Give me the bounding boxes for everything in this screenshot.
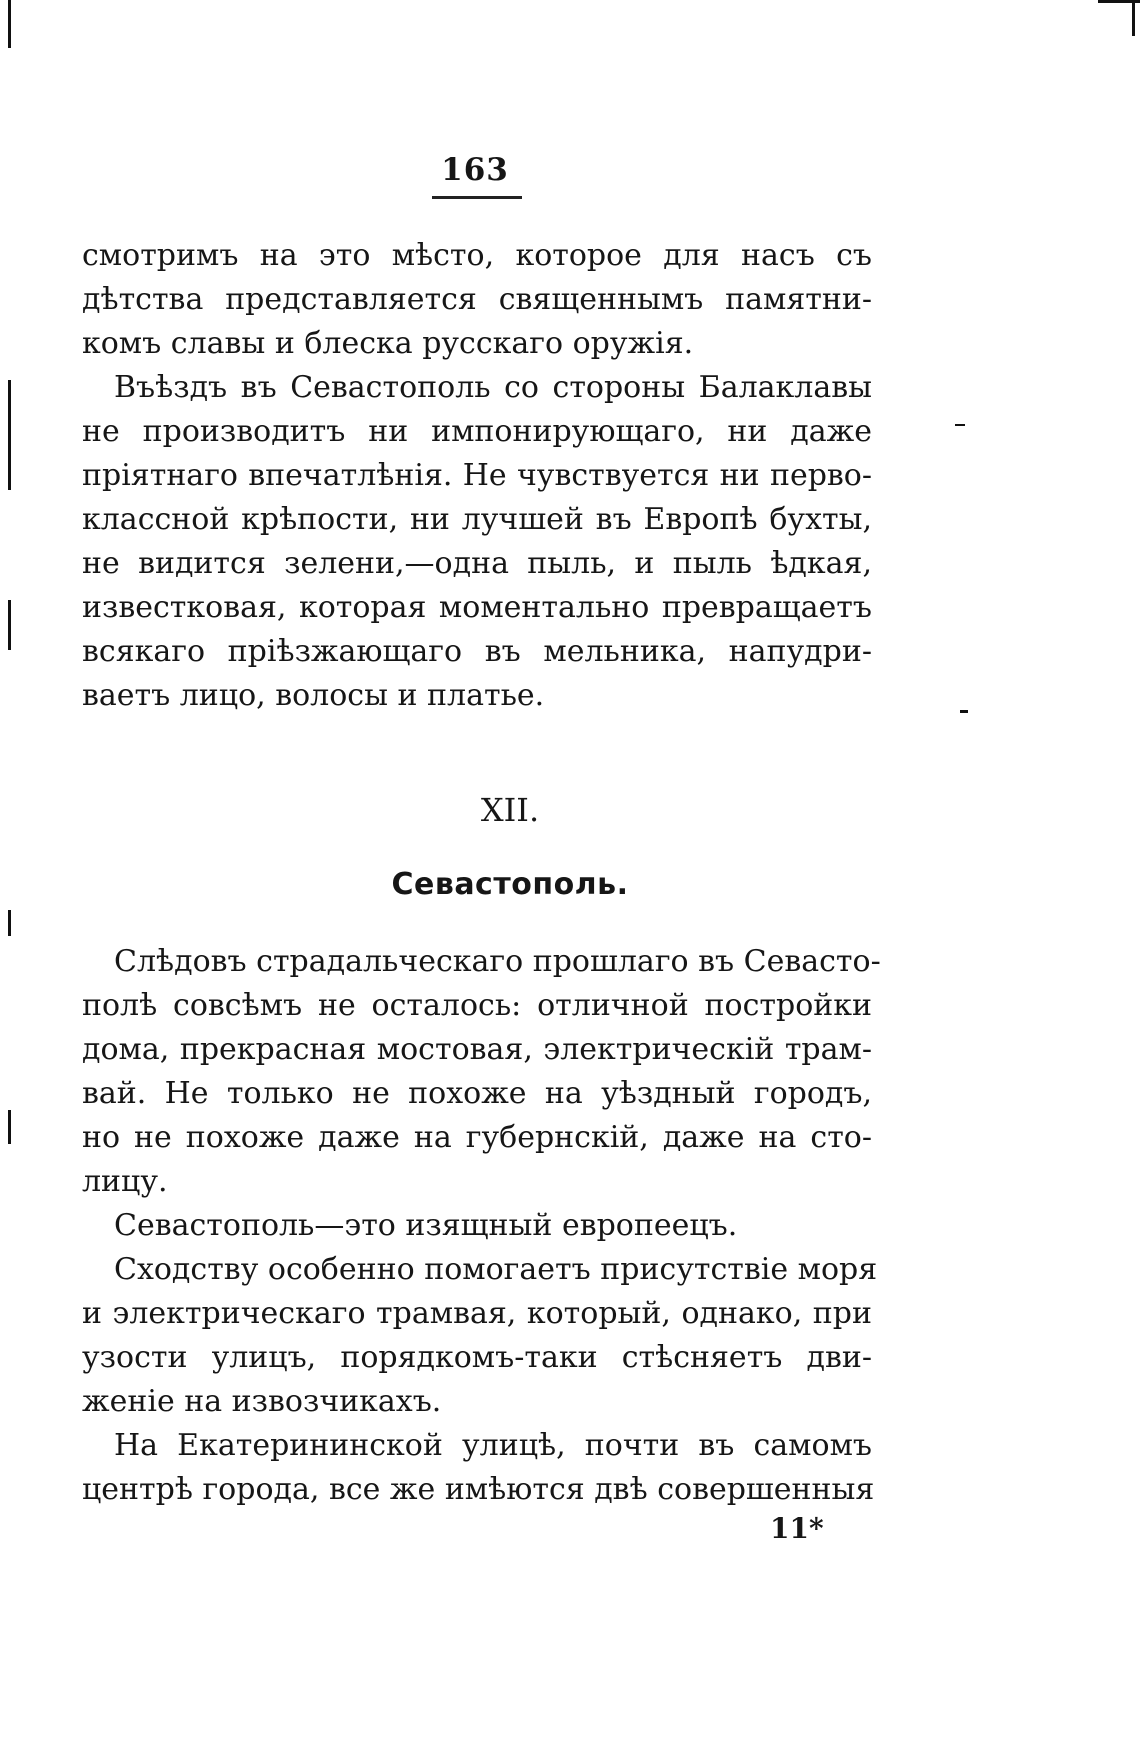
scan-edge-mark — [8, 910, 11, 936]
text-line: классной крѣпости, ни лучшей въ Европѣ бухты, — [82, 502, 872, 537]
scan-edge-mark — [8, 1110, 11, 1144]
text-line: не производитъ ни импонирующаго, ни даже — [82, 414, 872, 449]
text-line: дома, прекрасная мостовая, электрическій трам- — [82, 1032, 872, 1067]
text-line: вай. Не только не похоже на уѣздный городъ, — [82, 1076, 872, 1111]
text-line: комъ славы и блеска русскаго оружія. — [82, 326, 694, 361]
text-line: полѣ совсѣмъ не осталось: отличной постройки — [82, 988, 872, 1023]
text-line: Въѣздъ въ Севастополь со стороны Балаклавы — [114, 370, 872, 405]
text-line: но не похоже даже на губернскій, даже на сто- — [82, 1120, 872, 1155]
text-line: и электрическаго трамвая, который, однако, при — [82, 1296, 872, 1331]
scan-dust-mark — [960, 710, 968, 713]
scan-edge-mark — [8, 0, 11, 48]
scan-edge-mark — [8, 600, 11, 650]
text-line: На Екатерининской улицѣ, почти въ самомъ — [114, 1428, 872, 1463]
signature-mark: 11* — [770, 1512, 824, 1545]
text-line: узости улицъ, порядкомъ-таки стѣсняетъ дви- — [82, 1340, 872, 1375]
section-number: XII. — [480, 791, 540, 829]
text-line: центрѣ города, все же имѣются двѣ совершенныя — [82, 1472, 875, 1507]
text-line: Слѣдовъ страдальческаго прошлаго въ Севасто- — [114, 944, 881, 979]
text-line: женіе на извозчикахъ. — [82, 1384, 442, 1419]
text-line: не видится зелени,—одна пыль, и пыль ѣдкая, — [82, 546, 872, 581]
text-line: ваетъ лицо, волосы и платье. — [82, 678, 545, 713]
text-line: дѣтства представляется священнымъ памятни- — [82, 282, 872, 317]
scan-edge-mark — [8, 380, 11, 490]
text-line: Севастополь—это изящный европеецъ. — [114, 1208, 738, 1243]
text-line: смотримъ на это мѣсто, которое для насъ съ — [82, 238, 872, 273]
text-line: всякаго пріѣзжающаго въ мельника, напудри- — [82, 634, 872, 669]
page-number-rule — [432, 196, 522, 199]
text-line: Сходству особенно помогаетъ присутствіе моря — [114, 1252, 878, 1287]
scan-edge-mark — [1132, 0, 1135, 36]
text-line: пріятнаго впечатлѣнія. Не чувствуется ни перво- — [82, 458, 872, 493]
section-title: Севастополь. — [391, 867, 629, 902]
text-line: известковая, которая моментально превращаетъ — [82, 590, 872, 625]
page-number: 163 — [441, 152, 509, 188]
text-line: лицу. — [82, 1164, 168, 1199]
scan-dust-mark — [955, 424, 965, 426]
